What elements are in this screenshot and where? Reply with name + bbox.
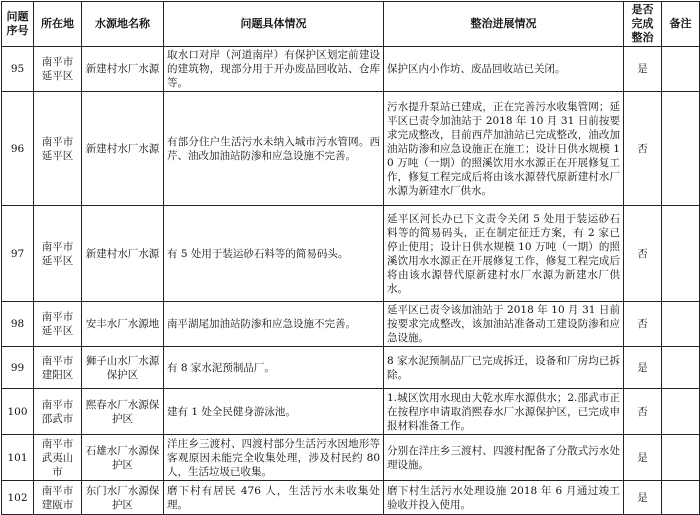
cell-location: 南平市邵武市: [34, 389, 82, 435]
rectification-table: [1, 1, 700, 515]
cell-source: 新建村水厂水源: [82, 47, 164, 92]
cell-source: 东门水厂水源保护区: [82, 481, 164, 515]
table-row: [2, 302, 700, 347]
cell-progress: 延平区已责令该加油站于 2018 年 10 月 31 日前按要求完成整改，该加油站准备动工建设防渗和应急设施。: [384, 302, 624, 347]
cell-remark: [662, 347, 700, 389]
table-row: [2, 347, 700, 389]
cell-source: 石雄水厂水源保护区: [82, 435, 164, 481]
table-row: [2, 47, 700, 92]
cell-remark: [662, 302, 700, 347]
cell-progress: 1.城区饮用水现由大乾水库水源供水；2.邵武市正在按程序申请取消熙春水厂水源保护区，已完成申报材料准备工作。: [384, 389, 624, 435]
cell-done: 是: [624, 481, 662, 515]
cell-problem: 南平湖尾加油站防渗和应急设施不完善。: [164, 302, 384, 347]
cell-source: 新建村水厂水源: [82, 206, 164, 302]
cell-no: 95: [2, 47, 34, 92]
cell-problem: 磨下村有居民 476 人，生活污水未收集处理。: [164, 481, 384, 515]
header-row: [2, 2, 700, 47]
cell-remark: [662, 206, 700, 302]
header-done: 是否完成整治: [624, 2, 662, 47]
cell-progress: 分别在洋庄乡三渡村、四渡村配备了分散式污水处理设施。: [384, 435, 624, 481]
cell-no: 100: [2, 389, 34, 435]
cell-source: 安丰水厂水源地: [82, 302, 164, 347]
cell-done: 是: [624, 47, 662, 92]
cell-remark: [662, 389, 700, 435]
header-remark: 备注: [662, 2, 700, 47]
table-row: [2, 389, 700, 435]
table-row: [2, 481, 700, 515]
table-row: [2, 435, 700, 481]
cell-no: 98: [2, 302, 34, 347]
cell-location: 南平市建瓯市: [34, 481, 82, 515]
cell-no: 101: [2, 435, 34, 481]
cell-remark: [662, 435, 700, 481]
cell-location: 南平市建阳区: [34, 347, 82, 389]
header-location: 所在地: [34, 2, 82, 47]
cell-progress: 延平区河长办已下文责令关闭 5 处用于装运砂石料等的简易码头，正在制定征迁方案，有 2 家已停止使用；设计日供水规模 10 万吨（一期）的照溪饮用水水源正在开展修复工作，修复工程完成后将由该水源替代原新建村水厂水源为新建水厂供水。: [384, 206, 624, 302]
table-row: [2, 206, 700, 302]
cell-source: 新建村水厂水源: [82, 92, 164, 206]
cell-no: 96: [2, 92, 34, 206]
cell-no: 99: [2, 347, 34, 389]
cell-location: 南平市延平区: [34, 302, 82, 347]
cell-no: 102: [2, 481, 34, 515]
cell-remark: [662, 481, 700, 515]
cell-location: 南平市延平区: [34, 206, 82, 302]
cell-source: 狮子山水厂水源保护区: [82, 347, 164, 389]
cell-done: 否: [624, 389, 662, 435]
cell-location: 南平市延平区: [34, 47, 82, 92]
cell-problem: 有 5 处用于装运砂石料等的简易码头。: [164, 206, 384, 302]
cell-progress: 保护区内小作坊、废品回收站已关闭。: [384, 47, 624, 92]
cell-progress: 8 家水泥预制品厂已完成拆迁，设备和厂房均已拆除。: [384, 347, 624, 389]
cell-problem: 取水口对岸（河道南岸）有保护区划定前建设的建筑物，现部分用于开办废品回收站、仓库等。: [164, 47, 384, 92]
header-problem: 问题具体情况: [164, 2, 384, 47]
cell-problem: 建有 1 处全民健身游泳池。: [164, 389, 384, 435]
cell-problem: 有部分住户生活污水未纳入城市污水管网。西芹、油改加油站防渗和应急设施不完善。: [164, 92, 384, 206]
cell-location: 南平市武夷山市: [34, 435, 82, 481]
header-source: 水源地名称: [82, 2, 164, 47]
cell-done: 否: [624, 206, 662, 302]
cell-location: 南平市延平区: [34, 92, 82, 206]
cell-done: 是: [624, 435, 662, 481]
cell-done: 否: [624, 302, 662, 347]
cell-progress: 污水提升泵站已建成，正在完善污水收集管网；延平区已责令加油站于 2018 年 10 月 31 日前按要求完成整改，目前西芹加油站已完成整改，油改加油站防渗和应急设施正在施工；设计日供水规模 10 万吨（一期）的照溪饮用水水源正在开展修复工作，修复工程完成后将由该水源替代原新建村水厂水源为新建水厂供水。: [384, 92, 624, 206]
cell-no: 97: [2, 206, 34, 302]
header-progress: 整治进展情况: [384, 2, 624, 47]
cell-source: 熙春水厂水源保护区: [82, 389, 164, 435]
cell-remark: [662, 92, 700, 206]
header-no: 问题序号: [2, 2, 34, 47]
cell-remark: [662, 47, 700, 92]
cell-done: 是: [624, 347, 662, 389]
cell-problem: 有 8 家水泥预制品厂。: [164, 347, 384, 389]
cell-problem: 洋庄乡三渡村、四渡村部分生活污水因地形等客观原因未能完全收集处理，涉及村民约 80 人，生活垃圾已收集。: [164, 435, 384, 481]
cell-done: 否: [624, 92, 662, 206]
table-row: [2, 92, 700, 206]
cell-progress: 磨下村生活污水处理设施 2018 年 6 月通过竣工验收并投入使用。: [384, 481, 624, 515]
